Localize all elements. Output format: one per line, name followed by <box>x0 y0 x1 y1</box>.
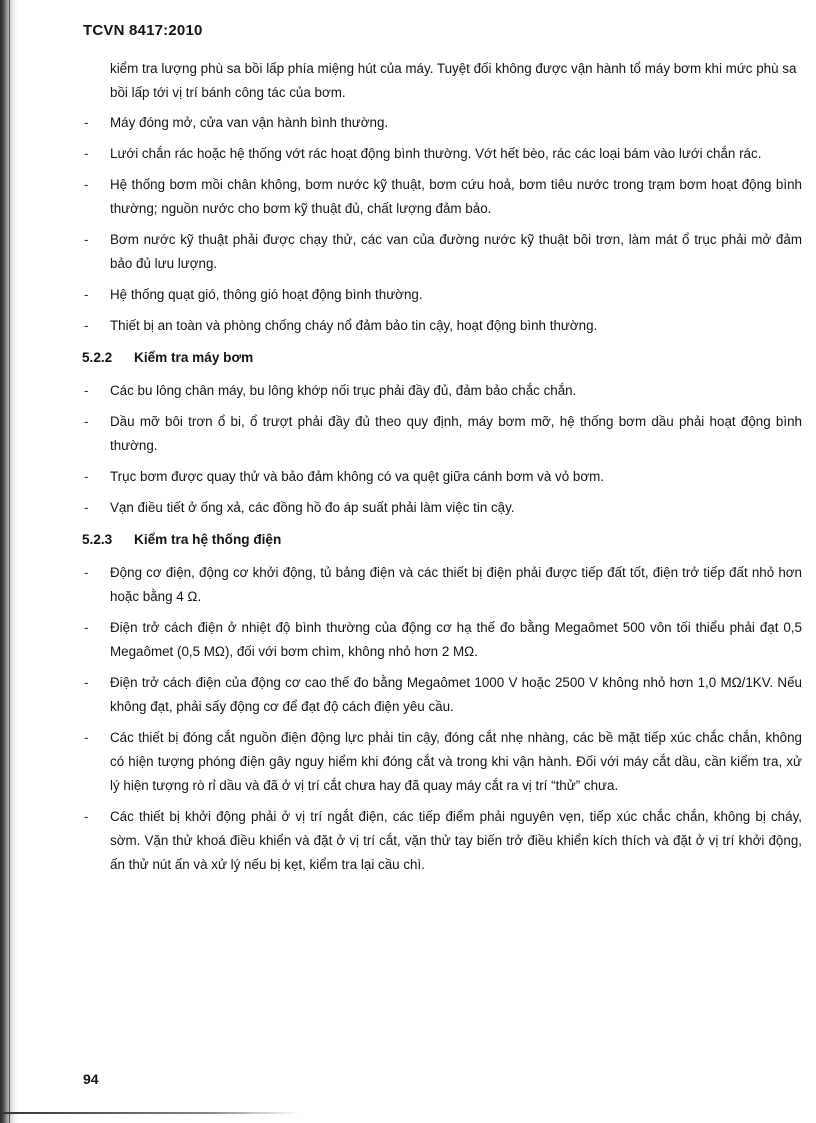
bullet-dash: - <box>84 675 89 690</box>
page-body <box>82 53 802 884</box>
page-number: 94 <box>83 1071 99 1087</box>
bullet-dash: - <box>84 414 89 429</box>
section-title: Kiểm tra máy bơm <box>134 350 254 365</box>
scan-bottom-edge <box>0 1112 300 1114</box>
bullet-dash: - <box>84 809 89 824</box>
section-5-2-3-list <box>82 561 802 877</box>
list-item: - Điện trở cách điện ở nhiệt độ bình thường của động cơ hạ thế đo bằng Megaômet 500 vôn tối thiểu phải đạt 0,5 Megaômet (0,5 MΩ), đối với bơm chìm, không nhỏ hơn 2 MΩ. <box>82 616 802 664</box>
list-item: - Dầu mỡ bôi trơn ổ bi, ổ trượt phải đầy đủ theo quy định, máy bơm mỡ, hệ thống bơm dầu phải hoạt động bình thường. <box>82 410 802 458</box>
list-item: - Hệ thống bơm mồi chân không, bơm nước kỹ thuật, bơm cứu hoả, bơm tiêu nước trong trạm bơm hoạt động bình thường; nguồn nước cho bơm kỹ thuật đủ, chất lượng đảm bảo. <box>82 173 802 221</box>
scan-binding-edge <box>0 0 18 1123</box>
list-item: - Lưới chắn rác hoặc hệ thống vớt rác hoạt động bình thường. Vớt hết bèo, rác các loại bám vào lưới chắn rác. <box>82 142 802 166</box>
list-item: - Máy đóng mở, cửa van vận hành bình thường. <box>82 111 802 135</box>
bullet-dash: - <box>84 287 89 302</box>
section-5-2-2-list <box>82 379 802 520</box>
section-number: 5.2.3 <box>82 532 113 547</box>
document-code-header: TCVN 8417:2010 <box>83 22 203 39</box>
intro-continuation: kiểm tra lượng phù sa bồi lấp phía miệng hút của máy. Tuyệt đối không được vận hành tổ máy bơm khi mức phù sa bồi lấp tới vị trí bánh công tác của bơm. <box>110 61 797 100</box>
bullet-dash: - <box>84 620 89 635</box>
bullet-dash: - <box>84 383 89 398</box>
section-heading-5-2-3 <box>82 528 802 552</box>
list-item: - Bơm nước kỹ thuật phải được chạy thử, các van của đường nước kỹ thuật bôi trơn, làm mát ổ trục phải mở đảm bảo đủ lưu lượng. <box>82 228 802 276</box>
list-item: - Trục bơm được quay thử và bảo đảm không có va quệt giữa cánh bơm và vỏ bơm. <box>82 465 802 489</box>
list-item: - Các thiết bị khởi động phải ở vị trí ngắt điện, các tiếp điểm phải nguyên vẹn, tiếp xúc chắc chắn, không bị cháy, sờm. Vặn thử khoá điều khiển và đặt ở vị trí cắt, vặn thử tay biến trở điều khiển kích thích và đặt ở vị trí khởi động, ấn thử nút ấn và xử lý nếu bị kẹt, kiểm tra lại cầu chì. <box>82 805 802 877</box>
list-item: - Điện trở cách điện của động cơ cao thế đo bằng Megaômet 1000 V hoặc 2500 V không nhỏ hơn 1,0 MΩ/1KV. Nếu không đạt, phải sấy động cơ để đạt độ cách điện yêu cầu. <box>82 671 802 719</box>
list-item: - Vạn điều tiết ở ống xả, các đồng hồ đo áp suất phải làm việc tin cậy. <box>82 496 802 520</box>
bullet-dash: - <box>84 177 89 192</box>
list-item: - Hệ thống quạt gió, thông gió hoạt động bình thường. <box>82 283 802 307</box>
bullet-dash: - <box>84 232 89 247</box>
section-heading-5-2-2 <box>82 346 802 370</box>
bullet-dash: - <box>84 565 89 580</box>
list-item: - Thiết bị an toàn và phòng chống cháy nổ đảm bảo tin cậy, hoạt động bình thường. <box>82 314 802 338</box>
bullet-dash: - <box>84 469 89 484</box>
section-number: 5.2.2 <box>82 350 113 365</box>
top-list <box>82 111 802 338</box>
list-item: - Động cơ điện, động cơ khởi động, tủ bảng điện và các thiết bị điện phải được tiếp đất tốt, điện trở tiếp đất nhỏ hơn hoặc bằng 4 Ω. <box>82 561 802 609</box>
list-item: - Các thiết bị đóng cắt nguồn điện động lực phải tin cậy, đóng cắt nhẹ nhàng, các bề mặt tiếp xúc chắc chắn, không có hiện tượng phóng điện gây nguy hiểm khi đóng cắt và trong khi vận hành. Đối với máy cắt dầu, cần kiểm tra, xử lý hiện tượng rò rỉ dầu và đã ở vị trí cắt chưa hay đã quay máy cắt ra vị trí “thử” chưa. <box>82 726 802 798</box>
bullet-dash: - <box>84 730 89 745</box>
bullet-dash: - <box>84 146 89 161</box>
bullet-dash: - <box>84 500 89 515</box>
section-title: Kiểm tra hệ thống điện <box>134 532 282 547</box>
list-item: - Các bu lông chân máy, bu lông khớp nối trục phải đầy đủ, đảm bảo chắc chắn. <box>82 379 802 403</box>
bullet-dash: - <box>84 318 89 333</box>
bullet-dash: - <box>84 115 89 130</box>
